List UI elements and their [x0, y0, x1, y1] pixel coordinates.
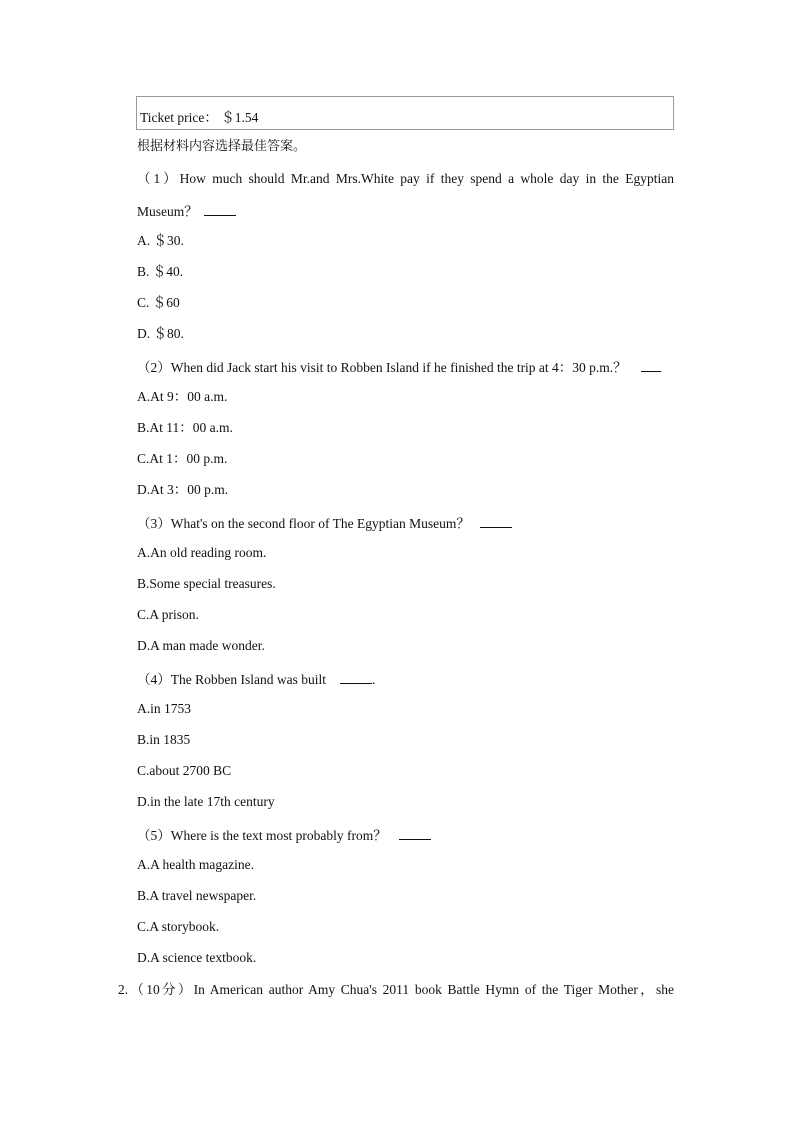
answer-blank: [399, 825, 431, 840]
question-1-stem-end: Museum？: [137, 204, 198, 219]
ticket-price-text: Ticket price： ＄1.54: [140, 110, 259, 125]
question-5-option-c: C.A storybook.: [137, 919, 220, 934]
question-1-stem-line-1: （1）How much should Mr.and Mrs.White pay if they spend a whole day in the Egyptian: [137, 171, 674, 186]
question-1-option-c: C. ＄60: [137, 295, 180, 310]
question-4-option-b: B.in 1835: [137, 732, 191, 747]
question-2-option-d: D.At 3：00 p.m.: [137, 482, 229, 497]
instruction-text: 根据材料内容选择最佳答案。: [137, 139, 307, 154]
question-3-option-c: C.A prison.: [137, 607, 199, 622]
question-4-option-a: A.in 1753: [137, 701, 191, 716]
question-4-option-d: D.in the late 17th century: [137, 794, 275, 809]
question-1-option-d: D. ＄80.: [137, 326, 184, 341]
question-2-option-a: A.At 9：00 a.m.: [137, 389, 228, 404]
question-5-option-b: B.A travel newspaper.: [137, 888, 257, 903]
question-4-option-c: C.about 2700 BC: [137, 763, 232, 778]
question-1-option-b: B. ＄40.: [137, 264, 184, 279]
question-3-stem-line: [137, 513, 512, 533]
answer-blank: [204, 201, 236, 216]
question-2-option-b: B.At 11：00 a.m.: [137, 420, 233, 435]
question-1-stem-line-2: [137, 201, 236, 221]
question-1-option-a: A. ＄30.: [137, 233, 184, 248]
answer-blank: [641, 357, 661, 372]
question-5-stem: （5）Where is the text most probably from？: [137, 828, 387, 843]
answer-blank: [340, 669, 372, 684]
question-4-stem-end: .: [371, 672, 376, 687]
question-2-option-c: C.At 1：00 p.m.: [137, 451, 228, 466]
question-3-stem: （3）What's on the second floor of The Egyptian Museum？: [137, 516, 470, 531]
question-3-option-a: A.An old reading room.: [137, 545, 267, 560]
question-2-header: 2.（10分）In American author Amy Chua's 2011 book Battle Hymn of the Tiger Mother，she: [118, 982, 674, 997]
question-2-stem-line: [137, 357, 661, 377]
question-5-stem-line: [137, 825, 431, 845]
question-4-stem-line: [137, 669, 375, 689]
question-4-stem: （4）The Robben Island was built: [137, 672, 326, 687]
question-2-stem: （2）When did Jack start his visit to Robben Island if he finished the trip at 4：30 p.m.？: [137, 360, 627, 375]
answer-blank: [480, 513, 512, 528]
question-3-option-d: D.A man made wonder.: [137, 638, 265, 653]
ticket-price-box: [136, 96, 674, 130]
question-5-option-d: D.A science textbook.: [137, 950, 257, 965]
question-3-option-b: B.Some special treasures.: [137, 576, 276, 591]
question-5-option-a: A.A health magazine.: [137, 857, 254, 872]
